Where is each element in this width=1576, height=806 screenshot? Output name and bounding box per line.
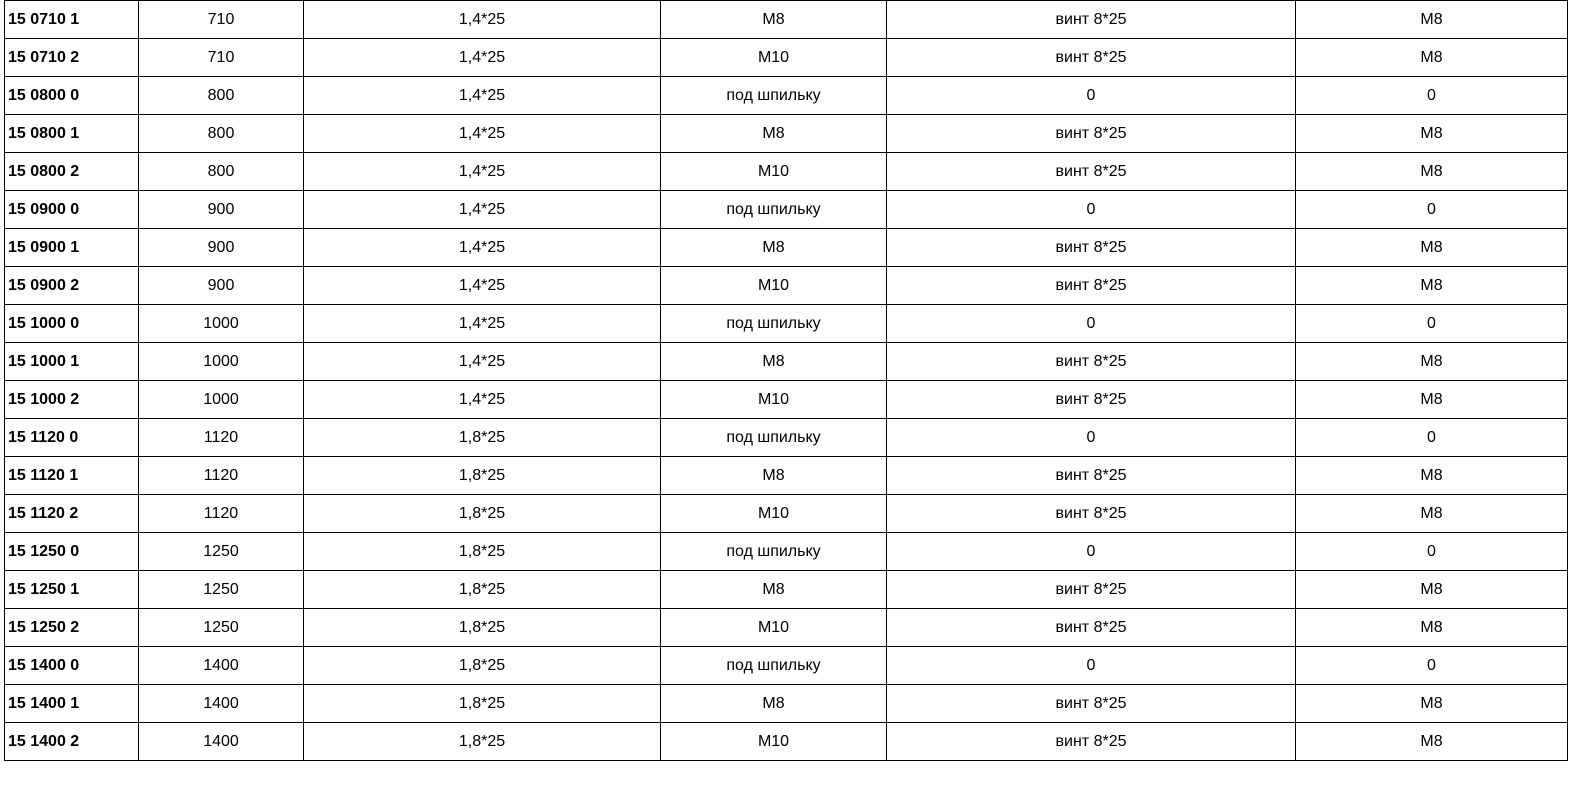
article-code-cell: 15 1000 0 — [5, 305, 139, 343]
thickness-cell: 1,4*25 — [304, 39, 661, 77]
nut-cell: M8 — [1296, 1, 1568, 39]
thread-cell: M10 — [661, 153, 887, 191]
thickness-cell: 1,8*25 — [304, 571, 661, 609]
thickness-cell: 1,4*25 — [304, 343, 661, 381]
size-cell: 800 — [139, 153, 304, 191]
size-cell: 1400 — [139, 723, 304, 761]
size-cell: 1000 — [139, 305, 304, 343]
table-row — [5, 115, 1568, 153]
article-code-cell: 15 1400 1 — [5, 685, 139, 723]
nut-cell: M8 — [1296, 495, 1568, 533]
screw-cell: 0 — [887, 647, 1296, 685]
thread-cell: M8 — [661, 1, 887, 39]
size-cell: 900 — [139, 229, 304, 267]
thread-cell: M8 — [661, 685, 887, 723]
thickness-cell: 1,8*25 — [304, 495, 661, 533]
table-row — [5, 685, 1568, 723]
nut-cell: 0 — [1296, 647, 1568, 685]
article-code-cell: 15 1400 2 — [5, 723, 139, 761]
nut-cell: 0 — [1296, 191, 1568, 229]
nut-cell: M8 — [1296, 229, 1568, 267]
screw-cell: винт 8*25 — [887, 1, 1296, 39]
size-cell: 1250 — [139, 571, 304, 609]
thickness-cell: 1,4*25 — [304, 1, 661, 39]
thickness-cell: 1,4*25 — [304, 267, 661, 305]
screw-cell: винт 8*25 — [887, 267, 1296, 305]
screw-cell: винт 8*25 — [887, 229, 1296, 267]
article-code-cell: 15 1250 2 — [5, 609, 139, 647]
nut-cell: M8 — [1296, 381, 1568, 419]
size-cell: 1120 — [139, 495, 304, 533]
table-row — [5, 723, 1568, 761]
article-code-cell: 15 1400 0 — [5, 647, 139, 685]
size-cell: 1000 — [139, 381, 304, 419]
table-row — [5, 1, 1568, 39]
thread-cell: под шпильку — [661, 191, 887, 229]
table-body — [5, 1, 1568, 761]
article-code-cell: 15 0900 1 — [5, 229, 139, 267]
thread-cell: M8 — [661, 115, 887, 153]
article-code-cell: 15 1250 0 — [5, 533, 139, 571]
size-cell: 900 — [139, 267, 304, 305]
nut-cell: M8 — [1296, 609, 1568, 647]
table-row — [5, 77, 1568, 115]
thickness-cell: 1,4*25 — [304, 305, 661, 343]
table-row — [5, 305, 1568, 343]
table-row — [5, 419, 1568, 457]
article-code-cell: 15 0710 2 — [5, 39, 139, 77]
thread-cell: под шпильку — [661, 533, 887, 571]
thickness-cell: 1,8*25 — [304, 723, 661, 761]
thickness-cell: 1,8*25 — [304, 609, 661, 647]
size-cell: 1000 — [139, 343, 304, 381]
screw-cell: винт 8*25 — [887, 685, 1296, 723]
article-code-cell: 15 1120 2 — [5, 495, 139, 533]
size-cell: 800 — [139, 115, 304, 153]
screw-cell: винт 8*25 — [887, 153, 1296, 191]
screw-cell: винт 8*25 — [887, 115, 1296, 153]
article-code-cell: 15 0900 2 — [5, 267, 139, 305]
size-cell: 710 — [139, 1, 304, 39]
thread-cell: под шпильку — [661, 305, 887, 343]
nut-cell: 0 — [1296, 533, 1568, 571]
nut-cell: M8 — [1296, 457, 1568, 495]
table-row — [5, 343, 1568, 381]
table-row — [5, 533, 1568, 571]
thickness-cell: 1,4*25 — [304, 77, 661, 115]
table-row — [5, 495, 1568, 533]
thread-cell: M10 — [661, 495, 887, 533]
screw-cell: винт 8*25 — [887, 609, 1296, 647]
screw-cell: винт 8*25 — [887, 343, 1296, 381]
thickness-cell: 1,4*25 — [304, 115, 661, 153]
thread-cell: M8 — [661, 457, 887, 495]
thread-cell: M8 — [661, 571, 887, 609]
screw-cell: винт 8*25 — [887, 457, 1296, 495]
nut-cell: 0 — [1296, 419, 1568, 457]
nut-cell: M8 — [1296, 267, 1568, 305]
thickness-cell: 1,8*25 — [304, 685, 661, 723]
size-cell: 1400 — [139, 647, 304, 685]
thickness-cell: 1,8*25 — [304, 419, 661, 457]
nut-cell: 0 — [1296, 305, 1568, 343]
nut-cell: M8 — [1296, 571, 1568, 609]
article-code-cell: 15 1120 0 — [5, 419, 139, 457]
thickness-cell: 1,4*25 — [304, 229, 661, 267]
screw-cell: 0 — [887, 77, 1296, 115]
size-cell: 1120 — [139, 419, 304, 457]
nut-cell: M8 — [1296, 723, 1568, 761]
article-code-cell: 15 1000 2 — [5, 381, 139, 419]
screw-cell: винт 8*25 — [887, 381, 1296, 419]
thread-cell: под шпильку — [661, 419, 887, 457]
screw-cell: винт 8*25 — [887, 495, 1296, 533]
thread-cell: под шпильку — [661, 77, 887, 115]
nut-cell: M8 — [1296, 115, 1568, 153]
article-code-cell: 15 1000 1 — [5, 343, 139, 381]
thread-cell: M10 — [661, 39, 887, 77]
table-row — [5, 39, 1568, 77]
nut-cell: M8 — [1296, 153, 1568, 191]
size-cell: 710 — [139, 39, 304, 77]
table-row — [5, 191, 1568, 229]
table-row — [5, 609, 1568, 647]
thickness-cell: 1,4*25 — [304, 153, 661, 191]
table-row — [5, 457, 1568, 495]
table-row — [5, 153, 1568, 191]
size-cell: 900 — [139, 191, 304, 229]
article-code-cell: 15 1120 1 — [5, 457, 139, 495]
table-row — [5, 571, 1568, 609]
article-code-cell: 15 0800 1 — [5, 115, 139, 153]
screw-cell: 0 — [887, 419, 1296, 457]
article-code-cell: 15 1250 1 — [5, 571, 139, 609]
screw-cell: винт 8*25 — [887, 723, 1296, 761]
thickness-cell: 1,8*25 — [304, 647, 661, 685]
thread-cell: M8 — [661, 229, 887, 267]
size-cell: 1250 — [139, 609, 304, 647]
thread-cell: M10 — [661, 723, 887, 761]
table-row — [5, 229, 1568, 267]
size-cell: 800 — [139, 77, 304, 115]
thickness-cell: 1,8*25 — [304, 533, 661, 571]
article-code-cell: 15 0800 2 — [5, 153, 139, 191]
thread-cell: M10 — [661, 381, 887, 419]
screw-cell: 0 — [887, 305, 1296, 343]
size-cell: 1250 — [139, 533, 304, 571]
screw-cell: винт 8*25 — [887, 571, 1296, 609]
screw-cell: 0 — [887, 533, 1296, 571]
table-row — [5, 647, 1568, 685]
thickness-cell: 1,4*25 — [304, 191, 661, 229]
article-code-cell: 15 0800 0 — [5, 77, 139, 115]
thread-cell: M10 — [661, 609, 887, 647]
thread-cell: M8 — [661, 343, 887, 381]
thickness-cell: 1,4*25 — [304, 381, 661, 419]
screw-cell: винт 8*25 — [887, 39, 1296, 77]
nut-cell: M8 — [1296, 685, 1568, 723]
nut-cell: 0 — [1296, 77, 1568, 115]
thread-cell: под шпильку — [661, 647, 887, 685]
thickness-cell: 1,8*25 — [304, 457, 661, 495]
product-table — [4, 0, 1568, 761]
nut-cell: M8 — [1296, 39, 1568, 77]
table-row — [5, 381, 1568, 419]
size-cell: 1400 — [139, 685, 304, 723]
article-code-cell: 15 0710 1 — [5, 1, 139, 39]
size-cell: 1120 — [139, 457, 304, 495]
table-row — [5, 267, 1568, 305]
thread-cell: M10 — [661, 267, 887, 305]
screw-cell: 0 — [887, 191, 1296, 229]
article-code-cell: 15 0900 0 — [5, 191, 139, 229]
nut-cell: M8 — [1296, 343, 1568, 381]
